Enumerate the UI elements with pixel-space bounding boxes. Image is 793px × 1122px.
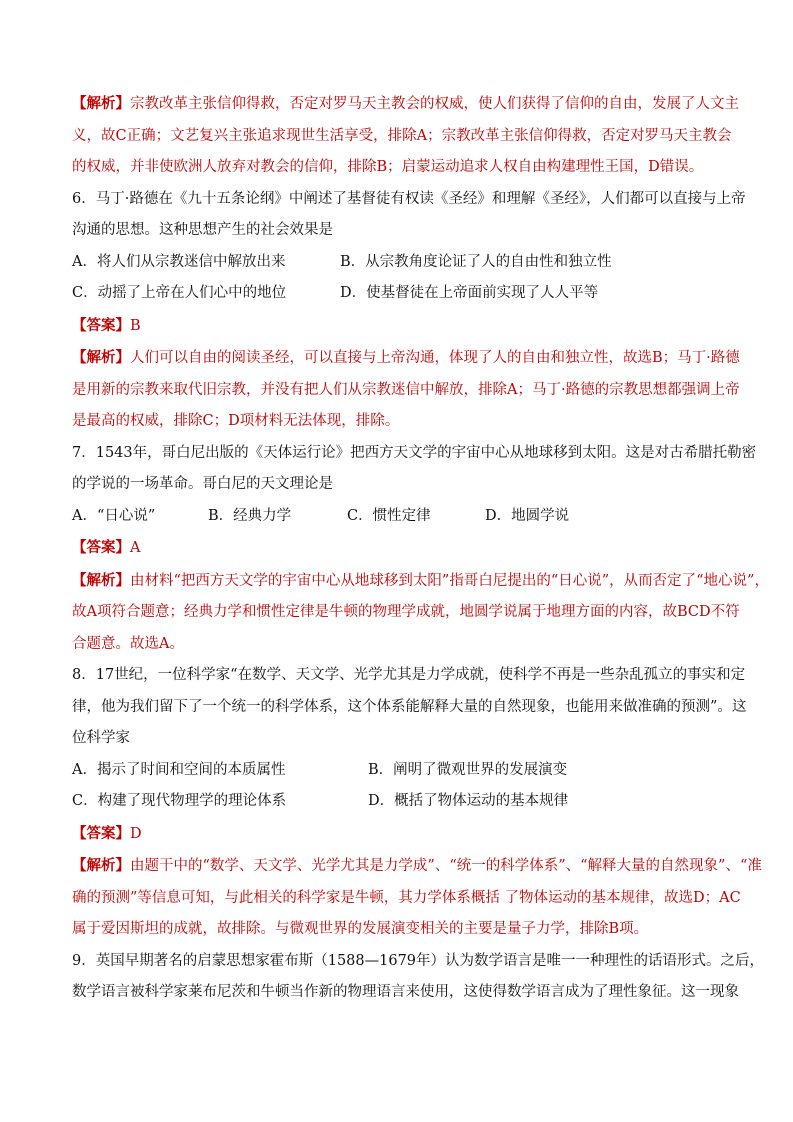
q7-answer: 【答案】A [72, 539, 141, 556]
analysis-tag: 【解析】 [72, 571, 130, 589]
analysis-tag: 【解析】 [72, 95, 130, 112]
q6-option-a: A．将人们从宗教迷信中解放出来 [72, 253, 286, 270]
q6-answer: 【答案】B [72, 316, 141, 334]
q7-analysis-line-3: 合题意。故选A。 [72, 635, 184, 652]
q8-analysis-line-2: 确的预测”等信息可知，与此相关的科学家是牛顿，其力学体系概括 了物体运动的基本规律，故选D；AC [72, 889, 741, 906]
answer-tag: 【答案】 [72, 316, 130, 334]
q8-option-d: D．概括了物体运动的基本规律 [368, 793, 569, 809]
analysis-tag: 【解析】 [72, 857, 130, 874]
answer-tag: 【答案】 [72, 539, 130, 556]
q8-stem-line-3: 位科学家 [72, 730, 130, 746]
q7-analysis-line-2: 故A项符合题意；经典力学和惯性定律是牛顿的物理学成就，地圆学说属于地理方面的内容，故BCD不符 [72, 604, 740, 620]
q6-analysis-line-1: 【解析】人们可以自由的阅读圣经，可以直接与上帝沟通，体现了人的自由和独立性，故选B；马丁·路德 [72, 349, 740, 366]
q5-analysis-line-2: 义，故C正确；文艺复兴主张追求现世生活享受，排除A；宗教改革主张信仰得救，否定对罗马天主教会 [72, 127, 732, 144]
q9-stem-line-1: 9．英国早期著名的启蒙思想家霍布斯（1588—1679年）认为数学语言是唯一一种理性的话语形式。之后， [72, 952, 765, 969]
q8-option-b: B．阐明了微观世界的发展演变 [368, 761, 568, 778]
q8-stem-line-1: 8．17世纪，一位科学家“在数学、天文学、光学尤其是力学成就，使科学不再是一些杂乱孤立的事实和定 [72, 667, 746, 683]
q6-option-d: D．使基督徒在上帝面前实现了人人平等 [340, 285, 599, 301]
answer-tag: 【答案】 [72, 824, 130, 842]
q8-answer: 【答案】D [72, 824, 142, 842]
q6-stem-line-1: 6．马丁·路德在《九十五条论纲》中阐述了基督徒有权读《圣经》和理解《圣经》，人们都可以直接与上帝 [72, 190, 746, 207]
q6-stem-line-2: 沟通的思想。这种思想产生的社会效果是 [72, 222, 333, 238]
q8-option-a: A．揭示了时间和空间的本质属性 [72, 761, 286, 778]
q7-stem-line-1: 7．1543年，哥白尼出版的《天体运行论》把西方天文学的宇宙中心从地球移到太阳。这是对古希腊托勒密 [72, 444, 757, 461]
q6-options-row-2 [72, 278, 724, 310]
q7-option-d: D．地圆学说 [485, 507, 570, 524]
analysis-tag: 【解析】 [72, 349, 130, 366]
q6-analysis-line-3: 是最高的权威，排除C；D项材料无法体现，排除。 [72, 413, 400, 429]
q7-analysis-line-1: 【解析】由材料“把西方天文学的宇宙中心从地球移到太阳”指哥白尼提出的“日心说”，从而否定了“地心说”， [72, 571, 769, 589]
q6-option-c: C．动摇了上帝在人们心中的地位 [72, 285, 287, 301]
q7-options-row [72, 501, 724, 533]
q7-option-b: B．经典力学 [208, 507, 292, 524]
q8-analysis-line-3: 属于爱因斯坦的成就，故排除。与微观世界的发展演变相关的主要是量子力学，排除B项。 [72, 921, 649, 937]
q8-stem-line-2: 律，他为我们留下了一个统一的科学体系，这个体系能解释大量的自然现象，也能用来做准确的预测”。这 [72, 698, 747, 715]
q8-options-row-2 [72, 786, 724, 818]
q7-option-c: C．惯性定律 [347, 507, 431, 524]
q8-option-c: C．构建了现代物理学的理论体系 [72, 793, 287, 809]
q8-options-row-1 [72, 755, 724, 787]
q8-analysis-line-1: 【解析】由题干中的“数学、天文学、光学尤其是力学成”、“统一的科学体系”、“解释大量的自然现象”、“准 [72, 857, 762, 874]
q5-analysis-line-3: 的权威，并非使欧洲人放弃对教会的信仰，排除B；启蒙运动追求人权自由构建理性王国，D错误。 [72, 159, 704, 175]
q7-stem-line-2: 的学说的一场革命。哥白尼的天文理论是 [72, 476, 333, 492]
q6-options-row-1 [72, 247, 724, 279]
document-page [72, 88, 769, 1009]
q7-option-a: A．“日心说” [72, 507, 156, 524]
q6-analysis-line-2: 是用新的宗教来取代旧宗教，并没有把人们从宗教迷信中解放，排除A；马丁·路德的宗教思想都强调上帝 [72, 381, 740, 398]
q9-stem-line-2: 数学语言被科学家莱布尼茨和牛顿当作新的物理语言来使用，这使得数学语言成为了理性象征。这一现象 [72, 984, 739, 1000]
q6-option-b: B．从宗教角度论证了人的自由性和独立性 [340, 253, 612, 270]
q5-analysis-line-1: 【解析】宗教改革主张信仰得救，否定对罗马天主教会的权威，使人们获得了信仰的自由，发展了人文主 [72, 95, 739, 112]
